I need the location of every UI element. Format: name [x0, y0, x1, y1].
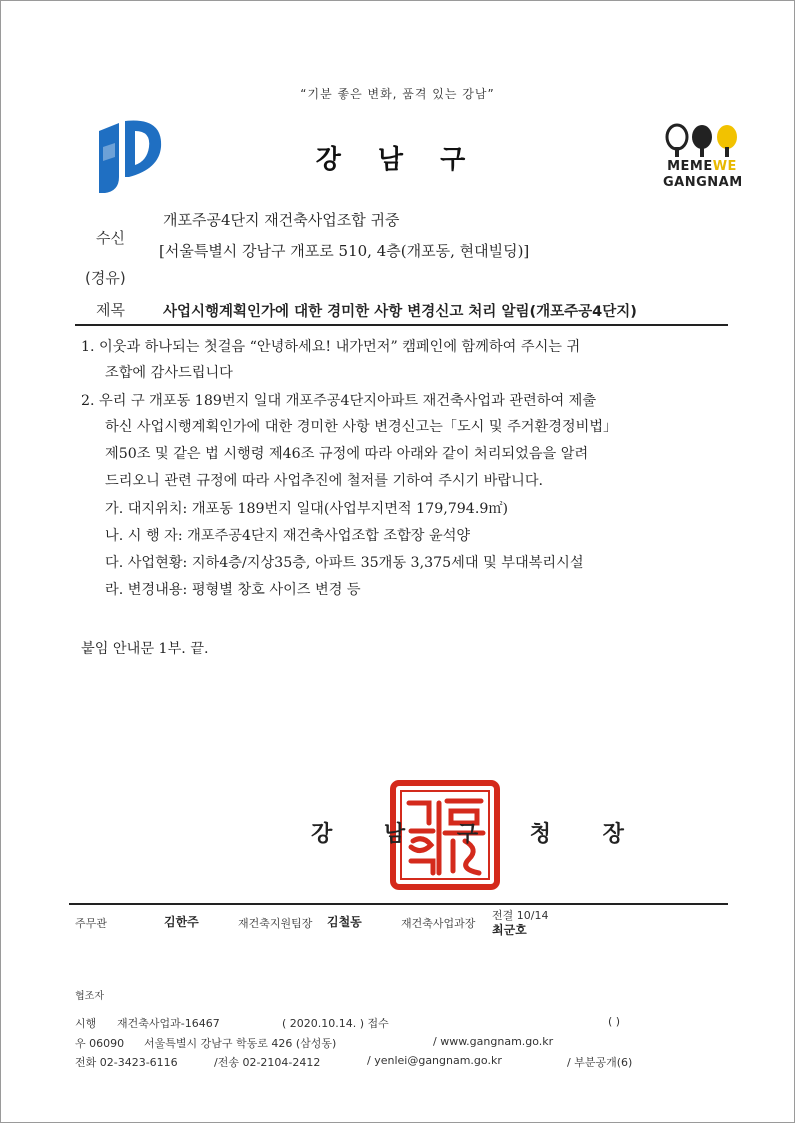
website-link[interactable]: / www.gangnam.go.kr: [433, 1035, 554, 1048]
item-executor: 나. 시 행 자: 개포주공4단지 재건축사업조합 조합장 윤석양: [105, 528, 471, 544]
exec-label: 시행: [75, 1017, 97, 1030]
exec-date: ( 2020.10.14. ) 접수: [282, 1017, 389, 1030]
paragraph-2-line-3: 제50조 및 같은 법 시행령 제46조 규정에 따라 아래와 같이 처리되었음을 알려: [105, 446, 589, 462]
chief-title: 강 남 구 청 장: [311, 822, 646, 847]
approval-note: 전결 10/14: [492, 909, 549, 922]
paragraph-1-line-2: 조합에 감사드립니다: [105, 365, 233, 381]
paragraph-2-line-1: 2. 우리 구 개포동 189번지 일대 개포주공4단지아파트 재건축사업과 관련하여 제출: [81, 393, 597, 409]
paragraph-2-line-4: 드리오니 관련 규정에 따라 사업추진에 철저를 기하여 주시기 바랍니다.: [105, 473, 544, 489]
receive-blank: ( ): [608, 1015, 621, 1028]
logo-text-line2: GANGNAM: [663, 175, 743, 190]
header-divider: [75, 324, 728, 326]
paragraph-2-line-2: 하신 사업시행계획인가에 대한 경미한 사항 변경신고는「도시 및 주거환경정비법」: [105, 419, 618, 435]
disclosure-status: / 부분공개(6): [567, 1056, 633, 1069]
logo-text-line1: MEMEWE: [667, 159, 737, 174]
item-project-status: 다. 사업현황: 지하4층/지상35층, 아파트 35개동 3,375세대 및 부대복리시설: [105, 555, 584, 571]
recipient-label: 수신: [96, 229, 125, 247]
postal-code: 우 06090: [75, 1037, 125, 1050]
via-label: (경유): [85, 269, 126, 287]
phone-number: 전화 02-3423-6116: [75, 1056, 178, 1069]
cooperator-label: 협조자: [75, 991, 104, 1002]
email-link[interactable]: / yenlei@gangnam.go.kr: [367, 1054, 502, 1067]
signature-divider: [69, 903, 728, 905]
subject-title: 사업시행계획인가에 대한 경미한 사항 변경신고 처리 알림(개포주공4단지): [163, 304, 637, 320]
meme-we-figures-icon: [663, 123, 741, 159]
fax-number: /전송 02-2104-2412: [214, 1056, 321, 1069]
slogan: “기분 좋은 변화, 품격 있는 강남”: [300, 87, 495, 101]
attachment-note: 붙임 안내문 1부. 끝.: [81, 641, 209, 657]
office-address: 서울특별시 강남구 학동로 426 (삼성동): [144, 1037, 337, 1050]
item-change-details: 라. 변경내용: 평형별 창호 사이즈 변경 등: [105, 582, 361, 598]
officer-label: 주무관: [75, 917, 107, 930]
item-site-location: 가. 대지위치: 개포동 189번지 일대(사업부지면적 179,794.9㎡): [105, 501, 509, 517]
recipient-name: 개포주공4단지 재건축사업조합 귀중: [163, 211, 400, 229]
team-name: 김철동: [327, 915, 362, 929]
doc-number: 재건축사업과-16467: [117, 1017, 220, 1030]
recipient-address: [서울특별시 강남구 개포로 510, 4층(개포동, 현대빌딩)]: [159, 242, 530, 260]
dept-name: 최군호: [492, 923, 527, 937]
team-label: 재건축지원팀장: [238, 917, 313, 930]
meme-we-gangnam-logo: [663, 123, 741, 193]
organization-name: 강 남 구: [315, 145, 480, 175]
officer-name: 김한주: [164, 915, 199, 929]
subject-label: 제목: [96, 301, 125, 319]
paragraph-1-line-1: 1. 이웃과 하나되는 첫걸음 “안녕하세요! 내가먼저” 캠페인에 함께하여 주시는 귀: [81, 339, 581, 355]
dept-label: 재건축사업과장: [401, 917, 476, 930]
